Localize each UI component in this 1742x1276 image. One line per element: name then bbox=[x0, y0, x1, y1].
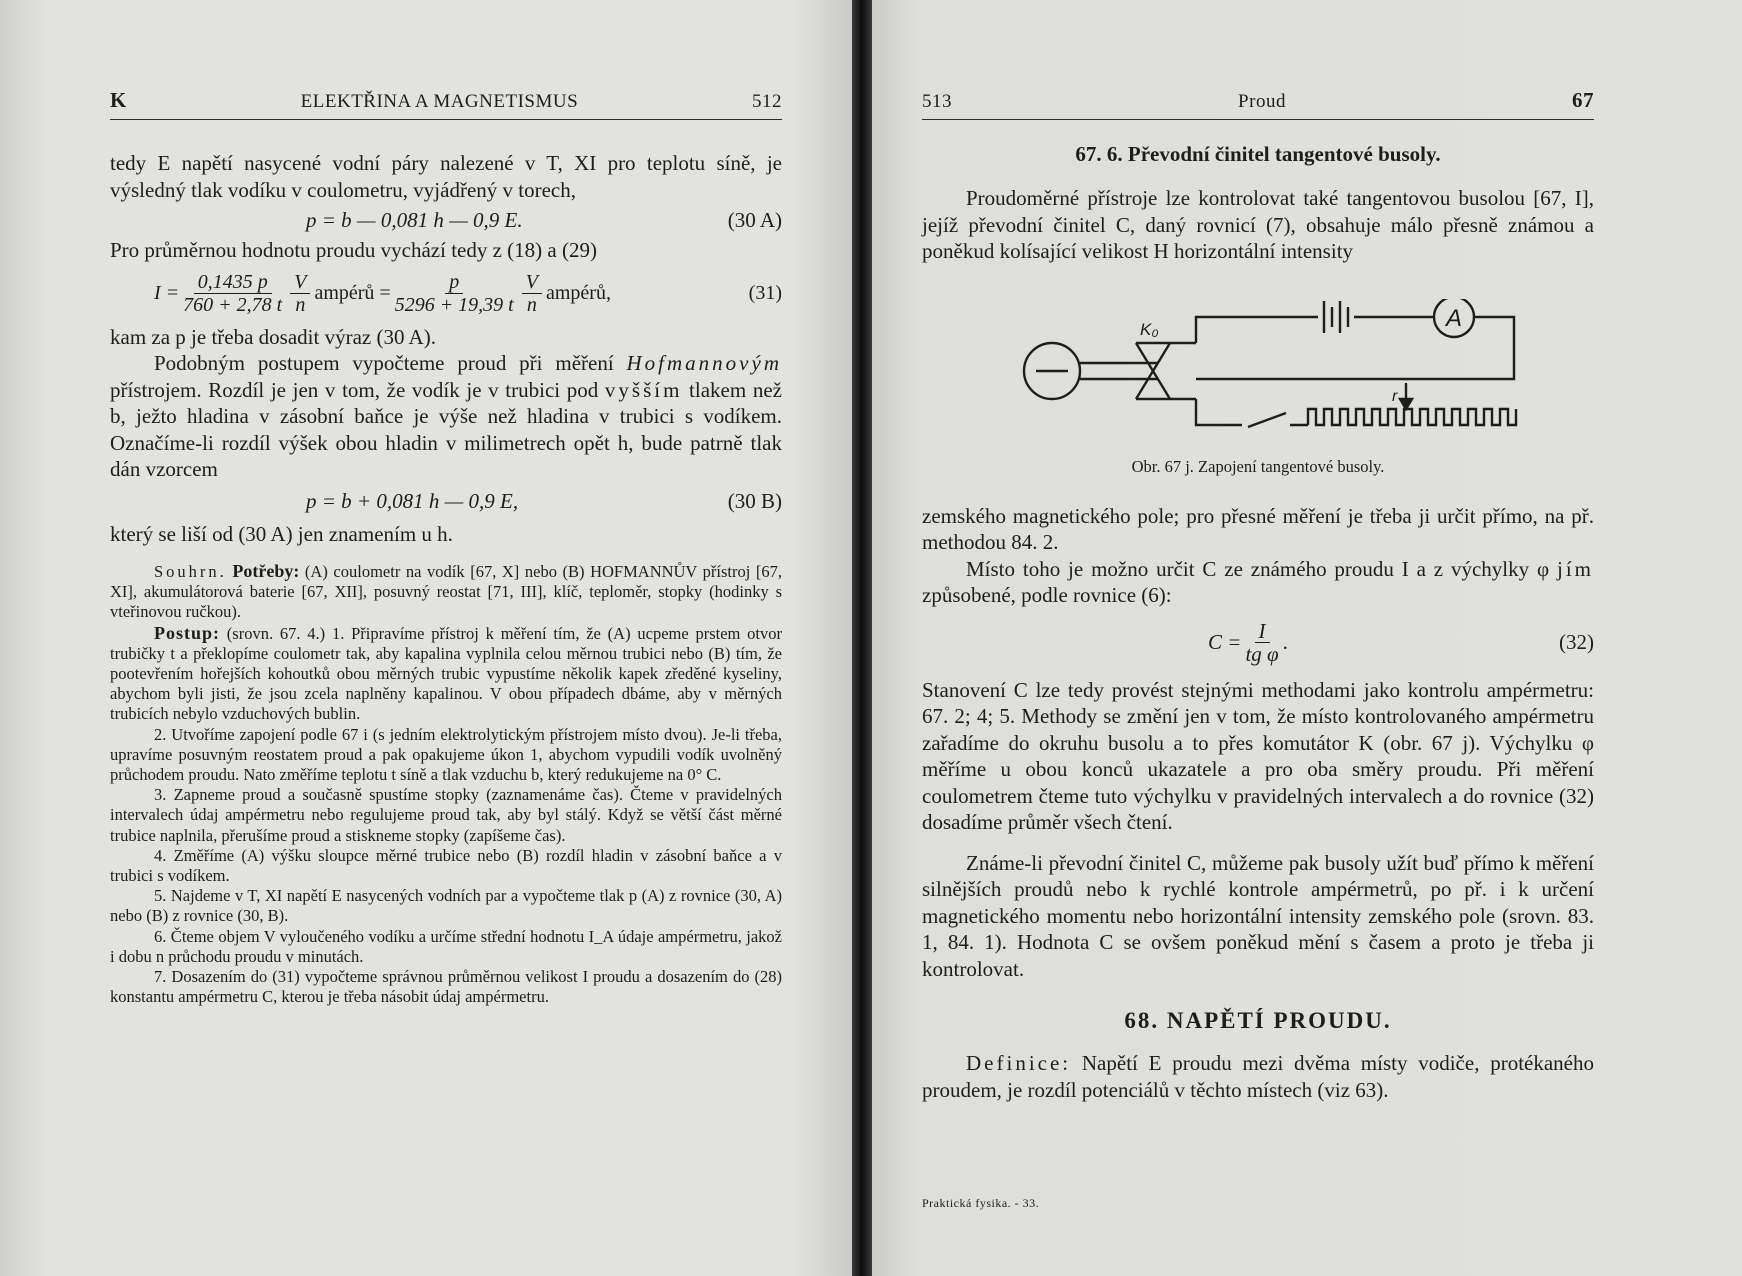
numerator: 0,1435 p bbox=[194, 271, 272, 294]
procedure-step: 2. Utvoříme zapojení podle 67 i (s jedním elektrolytickým přístrojem místo dvou). Je-li třeba, upravíme posuvným reostatem proud a pak opakujeme úkon 1, abychom vypudili vodík uvolněný průchodem proudu. Nato změříme teplotu t síně a tlak vzduchu b, který redukujeme na 0° C. bbox=[110, 724, 782, 785]
paragraph: který se liší od (30 A) jen znamením u h. bbox=[110, 521, 453, 546]
equation-30a bbox=[110, 203, 782, 237]
equation-number: (31) bbox=[748, 282, 782, 304]
procedure-step: 3. Zapneme proud a současně spustíme stopky (zaznamenáme čas). Čteme v pravidelných intervalech údaj ampérmetru nebo regulujeme proud tak, aby byl stálý. Když se větší část měrné trubice naplnila, přerušíme proud a stiskneme stopky (zapíšeme čas). bbox=[110, 785, 782, 845]
equation-formula: p = b — 0,081 h — 0,9 E. bbox=[306, 207, 523, 232]
section-heading: 67. 6. Převodní činitel tangentové busoly. bbox=[1075, 142, 1441, 166]
rheostat-symbol bbox=[1308, 409, 1516, 425]
summary-paragraph bbox=[110, 561, 782, 623]
ammeter-label: A bbox=[1445, 304, 1463, 332]
postup-text: (srovn. 67. 4.) 1. Připravíme přístroj k měření tím, že (A) ucpeme prstem otvor trubičky t a překlopíme coulometr tak, aby kapalina vyplnila celou měrnou trubici nebo (B) tím, že pootevřením hořejších kohoutků obou měrných trubic vypustíme několik kapek zředěné kyseliny, abychom byli jisti, že jsou zcela naplněny kapalinou. V obou případech dbáme, aby v měrných trubicích nebylo vzduchových bublin. bbox=[110, 623, 782, 724]
paragraph: Pro průměrnou hodnotu proudu vychází tedy z (18) a (29) bbox=[110, 238, 597, 262]
equation-30b bbox=[110, 483, 782, 521]
chapter-heading: 68. NAPĚTÍ PROUDU. bbox=[1124, 1008, 1392, 1033]
header-title: Proud bbox=[1238, 91, 1286, 112]
equation-lhs: I = bbox=[154, 282, 180, 304]
text-run: přístrojem. Rozdíl je jen v tom, že vodík je v trubici pod bbox=[110, 377, 605, 402]
fraction bbox=[290, 271, 310, 316]
numerator: V bbox=[522, 271, 542, 294]
text-run: Podobným postupem vypočteme proud při měření bbox=[154, 351, 627, 375]
right-page-content bbox=[922, 88, 1594, 1103]
header-title: ELEKTŘINA A MAGNETISMUS bbox=[300, 91, 579, 112]
page-number: 513 bbox=[922, 91, 952, 112]
paragraph: Známe-li převodní činitel C, můžeme pak busoly užít buď přímo k měření silnějších proudů nebo k rychlé kontrole ampérmetrů, po př. i k určení magnetického momentu nebo horizontální intensity zemského pole (srovn. 83. 1, 84. 1). Hodnota C se ovšem poněkud mění s časem a proto je třeba ji kontrolovat. bbox=[922, 850, 1594, 981]
equation-number: (32) bbox=[1559, 630, 1594, 654]
potreby-label: Potřeby: bbox=[232, 561, 300, 581]
definition-text: Napětí E proudu mezi dvěma místy vodiče, protékaného proudem, je rozdíl potenciálů v těchto místech (viz 63). bbox=[922, 1051, 1594, 1102]
commutator-label: K₀ bbox=[1140, 319, 1159, 339]
paragraph: kam za p je třeba dosadit výraz (30 A). bbox=[110, 324, 436, 349]
header-letter: K bbox=[110, 88, 127, 112]
figure-caption: Obr. 67 j. Zapojení tangentové busoly. bbox=[1131, 456, 1385, 476]
key-switch bbox=[1248, 413, 1286, 427]
paragraph: tedy E napětí nasycené vodní páry nalezené v T, XI pro teplotu síně, je výsledný tlak vodíku v coulometru, vyjádřený v torech, bbox=[110, 151, 782, 202]
book-gutter bbox=[852, 0, 872, 1276]
commutator-symbol bbox=[1136, 343, 1170, 399]
numerator: V bbox=[290, 271, 310, 294]
postup-label: Postup: bbox=[154, 622, 221, 643]
left-page-content bbox=[110, 88, 782, 1007]
numerator: p bbox=[445, 271, 463, 294]
fraction bbox=[395, 271, 514, 316]
header-section: 67 bbox=[1572, 88, 1594, 112]
denominator: n bbox=[295, 294, 306, 316]
page-footer: Praktická fysika. - 33. bbox=[922, 1196, 1040, 1210]
equation-lhs: C = bbox=[1208, 630, 1242, 654]
procedure-step: 6. Čteme objem V vyloučeného vodíku a určíme střední hodnotu I_A údaje ampérmetru, jakož i dobu n průchodu proudu v minutách. bbox=[110, 926, 782, 966]
equation-32 bbox=[922, 609, 1594, 677]
equation-formula: p = b + 0,081 h — 0,9 E, bbox=[306, 489, 519, 513]
right-running-head bbox=[922, 88, 1594, 120]
paragraph: Proudoměrné přístroje lze kontrolovat také tangentovou busolou [67, I], jejíž převodní činitel C, daný rovnicí (7), obsahuje málo přesně známou a poněkud kolísající velikost H horizontální intensity bbox=[922, 186, 1594, 263]
procedure-step: 7. Dosazením do (31) vypočteme správnou průměrnou velikost I proudu a dosazením do (28) konstantu ampérmetru C, kterou je třeba násobit údaj ampérmetru. bbox=[110, 967, 782, 1007]
fraction bbox=[1245, 620, 1278, 665]
text-run: způsobené, podle rovnice (6): bbox=[922, 583, 1172, 607]
spaced-text: vyšším bbox=[604, 377, 683, 402]
souhrn-label: Souhrn. bbox=[154, 562, 227, 581]
text-run: tlakem než b, ježto hladina v zásobní baňce je výše než hladina v trubici s vodíkem. Označíme-li rozdíl výšek obou hladin v milimetrech opět h, bude patrně tlak dán vzorcem bbox=[110, 377, 782, 481]
denominator: 5296 + 19,39 t bbox=[394, 294, 514, 316]
left-running-head bbox=[110, 88, 782, 120]
denominator: tg φ bbox=[1245, 642, 1279, 666]
equation-number: (30 B) bbox=[727, 489, 782, 513]
spaced-text: jím bbox=[1556, 556, 1594, 581]
paragraph bbox=[922, 556, 1594, 609]
spaced-text: Hofmannovým bbox=[626, 351, 782, 375]
paragraph: zemského magnetického pole; pro přesné měření je třeba ji určit přímo, na př. methodou 84. 2. bbox=[922, 503, 1594, 554]
potreby-text: (A) coulometr na vodík [67, X] nebo (B) HOFMANNŮV přístroj [67, XI], akumulátorová baterie [67, XII], posuvný reostat [71, III], klíč, teploměr, stopky (hodinky s vteřinovou ručkou). bbox=[110, 562, 782, 622]
rheostat-label: r bbox=[1392, 387, 1398, 405]
paragraph bbox=[110, 350, 782, 483]
procedure-step: 4. Změříme (A) výšku sloupce měrné trubice nebo (B) rozdíl hladin v zásobní baňce a v trubici s vodíkem. bbox=[110, 845, 782, 886]
denominator: n bbox=[526, 294, 537, 316]
fraction bbox=[183, 271, 282, 316]
unit: ampérů = bbox=[314, 282, 391, 304]
equation-number: (30 A) bbox=[727, 207, 782, 232]
numerator: I bbox=[1255, 620, 1270, 643]
circuit-figure bbox=[922, 299, 1594, 449]
procedure-paragraph bbox=[110, 623, 782, 725]
equation-31 bbox=[110, 264, 782, 324]
text-run: Místo toho je možno určit C ze známého proudu I a z výchylky φ bbox=[966, 556, 1557, 581]
unit: ampérů, bbox=[545, 282, 611, 304]
denominator: 760 + 2,78 t bbox=[183, 294, 283, 316]
page-number: 512 bbox=[752, 91, 782, 112]
definition-label: Definice: bbox=[966, 1051, 1072, 1075]
definition-paragraph bbox=[922, 1050, 1594, 1103]
fraction bbox=[522, 271, 542, 316]
equation-tail: . bbox=[1282, 630, 1288, 654]
procedure-step: 5. Najdeme v T, XI napětí E nasycených vodních par a vypočteme tlak p (A) z rovnice (30, A) nebo (B) z rovnice (30, B). bbox=[110, 886, 782, 926]
paragraph: Stanovení C lze tedy provést stejnými methodami jako kontrolu ampérmetru: 67. 2; 4; 5. Methody se změní jen v tom, že místo kontrolovaného ampérmetru zařadíme do okruhu busolu a to přes komutátor K (obr. 67 j). Výchylku φ měříme u obou konců ukazatele a pro oba směry proudu. Při měření coulometrem čteme tuto výchylku v pravidelných intervalech a do rovnice (32) dosadíme průměr všech čtení. bbox=[922, 677, 1594, 834]
